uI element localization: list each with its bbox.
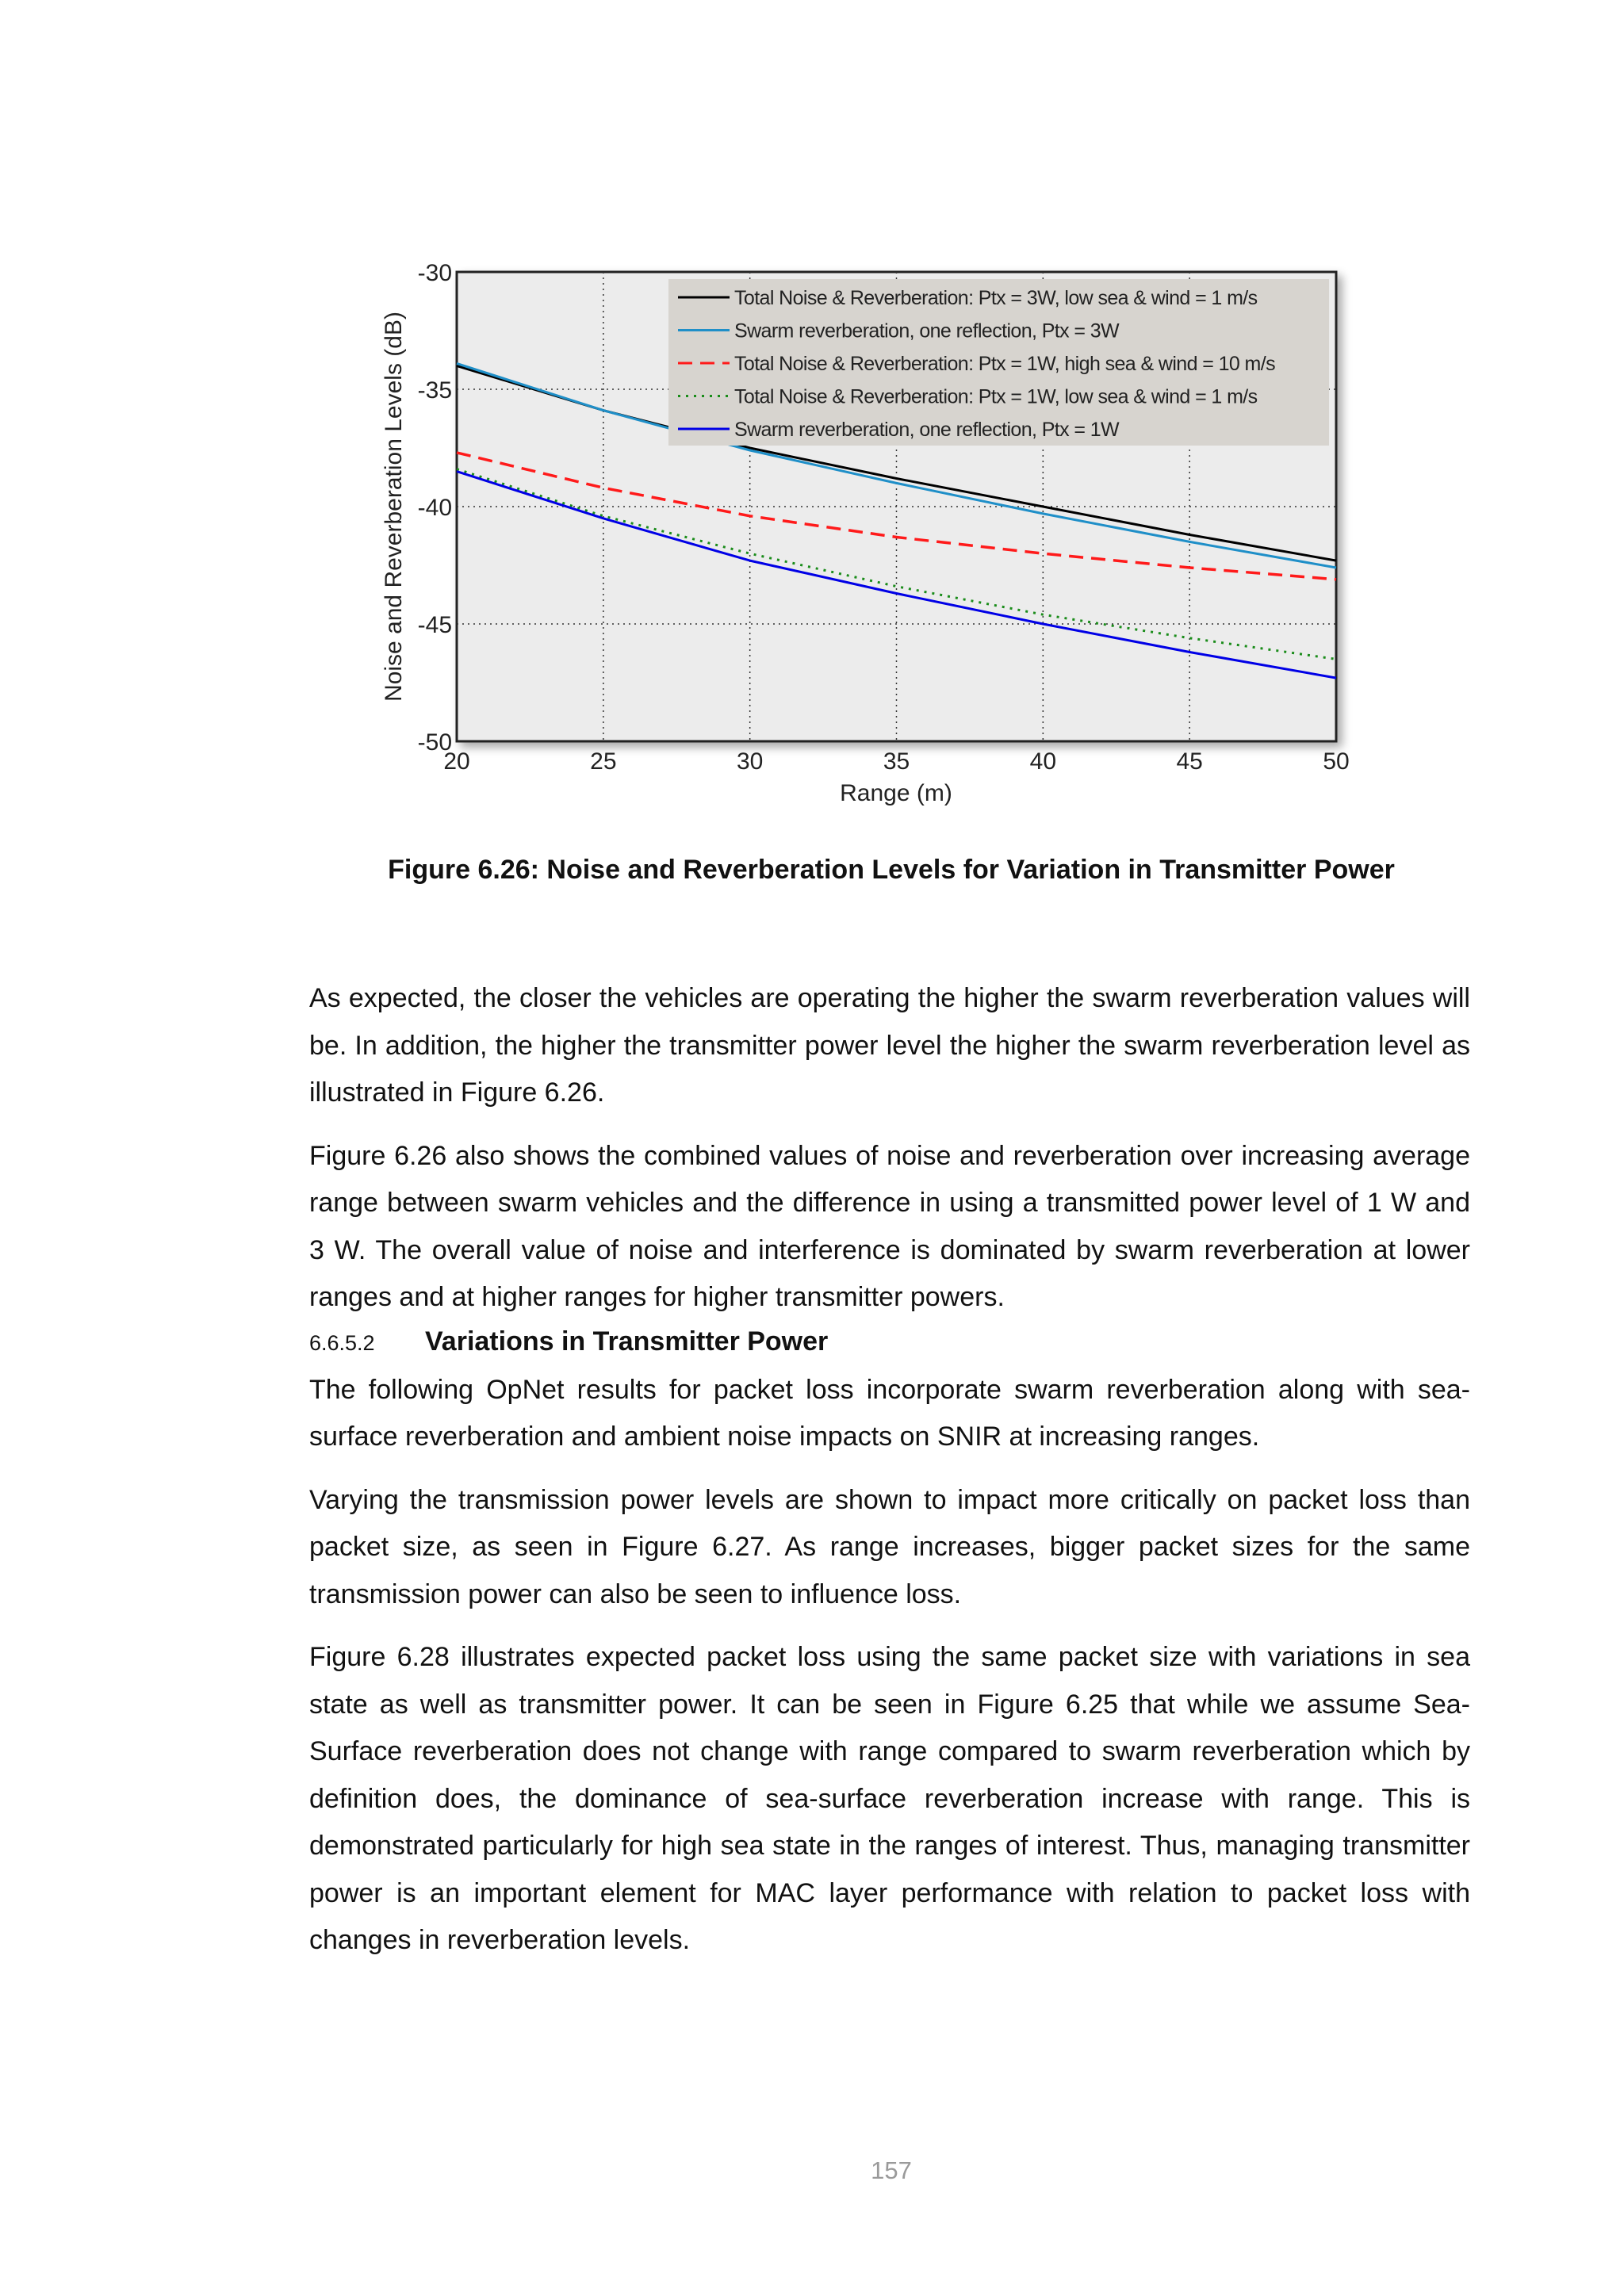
legend bbox=[668, 279, 1329, 446]
body-text bbox=[309, 975, 1470, 1980]
section-title: Variations in Transmitter Power bbox=[425, 1326, 829, 1357]
y-tick-label: -50 bbox=[417, 729, 452, 756]
x-tick-label: 30 bbox=[736, 748, 764, 775]
x-tick-label: 20 bbox=[443, 748, 470, 775]
legend-label: Swarm reverberation, one reflection, Ptx = 1W bbox=[734, 419, 1120, 441]
paragraph: As expected, the closer the vehicles are operating the higher the swarm reverberation values will be. In addition, the higher the transmitter power level the higher the swarm reverberation level as illustrated in Figure 6.26. bbox=[309, 983, 1470, 1108]
x-tick-label: 25 bbox=[590, 748, 617, 775]
y-tick-label: -35 bbox=[417, 377, 452, 404]
noise-reverberation-chart bbox=[0, 0, 1624, 840]
figure-caption: Figure 6.26: Noise and Reverberation Levels for Variation in Transmitter Power bbox=[388, 855, 1395, 885]
y-tick-label: -40 bbox=[417, 495, 452, 521]
legend-label: Total Noise & Reverberation: Ptx = 1W, low sea & wind = 1 m/s bbox=[734, 385, 1258, 408]
y-axis-label: Noise and Reverberation Levels (dB) bbox=[381, 312, 407, 702]
legend-label: Swarm reverberation, one reflection, Ptx = 3W bbox=[734, 320, 1120, 342]
x-tick-label: 35 bbox=[883, 748, 910, 775]
x-tick-label: 45 bbox=[1176, 748, 1203, 775]
x-axis-label: Range (m) bbox=[840, 780, 952, 806]
x-tick-label: 50 bbox=[1323, 748, 1350, 775]
legend-label: Total Noise & Reverberation: Ptx = 3W, low sea & wind = 1 m/s bbox=[734, 287, 1258, 309]
x-tick-label: 40 bbox=[1029, 748, 1057, 775]
section-number: 6.6.5.2 bbox=[309, 1330, 375, 1355]
section-heading bbox=[309, 1322, 1470, 1367]
legend-label: Total Noise & Reverberation: Ptx = 1W, high sea & wind = 10 m/s bbox=[734, 353, 1276, 375]
y-tick-label: -45 bbox=[417, 612, 452, 638]
paragraph: The following OpNet results for packet loss incorporate swarm reverberation along with sea-surface reverberation and ambient noise impacts on SNIR at increasing ranges. bbox=[309, 1374, 1470, 1452]
y-tick-label: -30 bbox=[417, 260, 452, 286]
paragraph: Varying the transmission power levels are shown to impact more critically on packet loss than packet size, as seen in Figure 6.27. As range increases, bigger packet sizes for the same transmission power can also be seen to influence loss. bbox=[309, 1484, 1470, 1609]
figure bbox=[0, 0, 1624, 840]
paragraph: Figure 6.28 illustrates expected packet loss using the same packet size with variations in sea state as well as transmitter power. It can be seen in Figure 6.25 that while we assume Sea-Surface reverberation does not change with range compared to swarm reverberation which by definition does, the dominance of sea-surface reverberation increase with range. This is demonstrated particularly for high sea state in the ranges of interest. Thus, managing transmitter power is an important element for MAC layer performance with relation to packet loss with changes in reverberation levels. bbox=[309, 1642, 1470, 1955]
paragraph: Figure 6.26 also shows the combined values of noise and reverberation over increasing average range between swarm vehicles and the difference in using a transmitted power level of 1 W and 3 W. The overall value of noise and interference is dominated by swarm reverberation at lower ranges and at higher ranges for higher transmitter powers. bbox=[309, 1140, 1470, 1312]
page-number: 157 bbox=[871, 2156, 912, 2184]
